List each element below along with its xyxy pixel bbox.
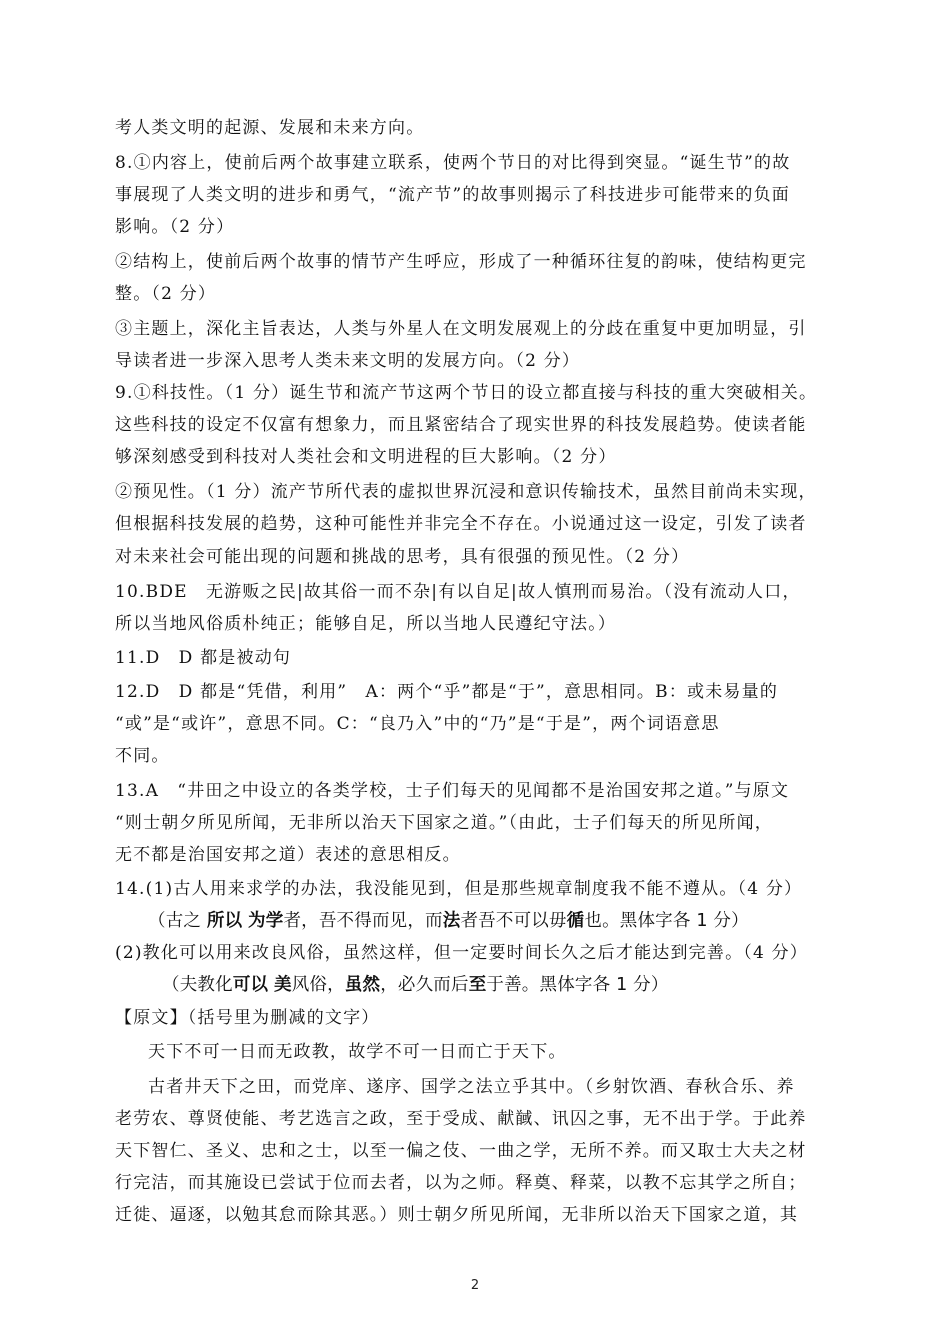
- bold-keyword: 美: [273, 975, 292, 995]
- note-text: （夫教化: [162, 975, 233, 995]
- bold-keywords-note: [148, 909, 749, 933]
- bold-keyword: 法: [442, 911, 461, 931]
- note-text: 者，吾不得而见，而: [283, 911, 443, 931]
- text-line: 无不都是治国安邦之道）表述的意思相反。: [115, 845, 461, 865]
- note-text: （古之: [148, 911, 202, 931]
- text-line: 行完洁，而其施设已尝试于位而去者，以为之师。释奠、释菜，以教不忘其学之所自；: [115, 1173, 807, 1193]
- text-line: 影响。（2 分）: [115, 217, 235, 237]
- text-line: 对未来社会可能出现的问题和挑战的思考，具有很强的预见性。（2 分）: [115, 547, 690, 567]
- bold-keyword: 至: [468, 975, 487, 995]
- note-text: 者吾不可以毋: [460, 911, 567, 931]
- original-text-heading: 【原文】（括号里为删减的文字）: [115, 1008, 380, 1028]
- text-line: 古者井天下之田，而党庠、遂序、国学之法立乎其中。（乡射饮酒、春秋合乐、养: [148, 1077, 795, 1097]
- text-line: 考人类文明的起源、发展和未来方向。: [115, 118, 425, 138]
- text-line: 天下不可一日而无政教，故学不可一日而亡于天下。: [148, 1042, 567, 1062]
- text-line: ②预见性。（1 分）流产节所代表的虚拟世界沉浸和意识传输技术，虽然目前尚未实现，: [115, 482, 817, 502]
- text-line: 事展现了人类文明的进步和勇气，“流产节”的故事则揭示了科技进步可能带来的负面: [115, 185, 790, 205]
- answer-14-line: 14.(1)古人用来求学的办法，我没能见到，但是那些规章制度我不能不遵从。（4 分）: [115, 879, 803, 899]
- bold-keyword: 可以: [232, 975, 269, 995]
- text-line: 这些科技的设定不仅富有想象力，而且紧密结合了现实世界的科技发展趋势。使读者能: [115, 415, 807, 435]
- bold-keyword: 所以: [206, 911, 243, 931]
- text-line: “则士朝夕所见所闻，无非所以治天下国家之道。”（由此，士子们每天的所见所闻，: [115, 813, 773, 833]
- text-line: (2)教化可以用来改良风俗，虽然这样，但一定要时间长久之后才能达到完善。（4 分）: [115, 943, 808, 963]
- bold-keyword: 虽然: [344, 975, 381, 995]
- text-line: ③主题上，深化主旨表达，人类与外星人在文明发展观上的分歧在重复中更加明显，引: [115, 319, 807, 339]
- text-line: 整。（2 分）: [115, 284, 217, 304]
- text-line: 不同。: [115, 746, 170, 766]
- bold-keywords-note: [162, 973, 669, 997]
- text-line: 天下智仁、圣义、忠和之士，以至一偏之伎、一曲之学，无所不养。而又取士大夫之材: [115, 1141, 807, 1161]
- note-text: ，必久而后: [380, 975, 469, 995]
- text-line: ②结构上，使前后两个故事的情节产生呼应，形成了一种循环往复的韵味，使结构更完: [115, 252, 807, 272]
- text-line: “或”是“或许”，意思不同。C：“良乃入”中的“乃”是“于是”，两个词语意思: [115, 714, 720, 734]
- text-line: 老劳农、尊贤使能、考艺选言之政，至于受成、献馘、讯囚之事，无不出于学。于此养: [115, 1109, 807, 1129]
- note-text: 风俗，: [291, 975, 345, 995]
- text-line: 迁徙、逼逐，以勉其怠而除其恶。）则士朝夕所见所闻，无非所以治天下国家之道，其: [115, 1205, 799, 1225]
- answer-13-line: 13.A “井田之中设立的各类学校，士子们每天的见闻都不是治国安邦之道。”与原文: [115, 781, 790, 801]
- answer-10-line: 10.BDE 无游贩之民|故其俗一而不杂|有以自足|故人慎刑而易治。（没有流动人口，: [115, 582, 801, 602]
- answer-11-line: 11.D D 都是被动句: [115, 648, 292, 668]
- text-line: 但根据科技发展的趋势，这种可能性并非完全不存在。小说通过这一设定，引发了读者: [115, 514, 807, 534]
- text-line: 够深刻感受到科技对人类社会和文明进程的巨大影响。（2 分）: [115, 447, 617, 467]
- answer-8-line: 8.①内容上，使前后两个故事建立联系，使两个节日的对比得到突显。“诞生节”的故: [115, 153, 791, 173]
- answer-9-line: 9.①科技性。（1 分）诞生节和流产节这两个节日的设立都直接与科技的重大突破相关。: [115, 383, 818, 403]
- page-number: 2: [470, 1278, 480, 1293]
- text-line: 导读者进一步深入思考人类未来文明的发展方向。（2 分）: [115, 351, 581, 371]
- text-line: 所以当地风俗质朴纯正；能够自足，所以当地人民遵纪守法。）: [115, 614, 617, 634]
- answer-12-line: 12.D D 都是“凭借，利用” A：两个“乎”都是“于”，意思相同。B：或未易量的: [115, 682, 779, 702]
- bold-keyword: 循: [566, 911, 585, 931]
- note-text: 于善。黑体字各 1 分）: [486, 975, 669, 995]
- bold-keyword: 为学: [248, 911, 284, 931]
- note-text: 也。黑体字各 1 分）: [584, 911, 749, 931]
